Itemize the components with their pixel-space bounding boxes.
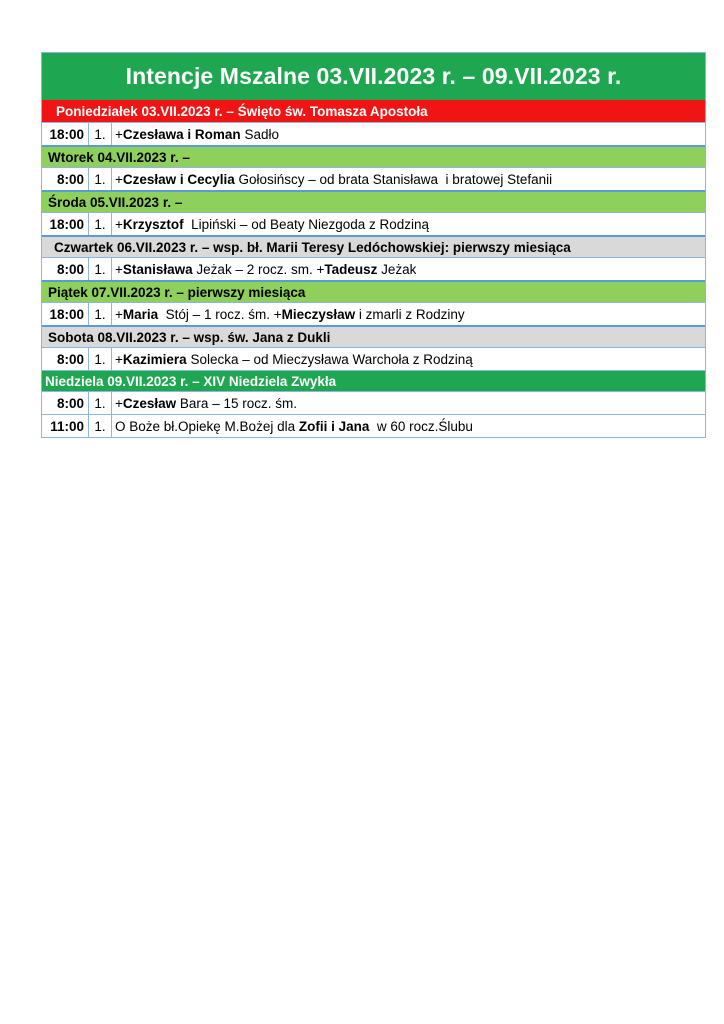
intention-part: i zmarli z Rodziny xyxy=(355,306,465,322)
intention-name: Kazimiera xyxy=(122,351,187,367)
day-header-tuesday: Wtorek 04.VII.2023 r. – xyxy=(42,145,705,167)
mass-time: 18:00 xyxy=(42,213,89,235)
intention-number: 1. xyxy=(89,123,112,145)
mass-time: 8:00 xyxy=(42,348,89,370)
intention-name: Zofii i Jana xyxy=(298,418,370,434)
intention-name: Mieczysław xyxy=(281,306,356,322)
intention-number: 1. xyxy=(89,168,112,190)
table-row xyxy=(42,257,705,280)
intention-number: 1. xyxy=(89,392,112,414)
intention-name: Krzysztof xyxy=(122,216,184,232)
day-header-wednesday: Środa 05.VII.2023 r. – xyxy=(42,190,705,212)
intention-text xyxy=(112,258,416,280)
day-header-sunday: Niedziela 09.VII.2023 r. – XIV Niedziela Zwykła xyxy=(42,370,705,391)
intention-number: 1. xyxy=(89,415,112,437)
mass-time: 8:00 xyxy=(42,392,89,414)
table-row xyxy=(42,212,705,235)
table-row xyxy=(42,391,705,414)
day-header-saturday: Sobota 08.VII.2023 r. – wsp. św. Jana z Dukli xyxy=(42,325,705,347)
intention-part: + xyxy=(115,126,123,142)
intention-number: 1. xyxy=(89,258,112,280)
intention-part: Bara – 15 rocz. śm. xyxy=(176,395,297,411)
intention-part: + xyxy=(115,171,123,187)
mass-time: 8:00 xyxy=(42,258,89,280)
intention-part: w 60 rocz.Ślubu xyxy=(369,418,473,434)
intention-part: Stój – 1 rocz. śm. + xyxy=(158,306,282,322)
intention-text xyxy=(112,123,279,145)
intention-name: Czesława i Roman xyxy=(122,126,241,142)
mass-intentions-table xyxy=(41,52,706,438)
table-row xyxy=(42,414,705,437)
intention-name: Czesław i Cecylia xyxy=(122,171,235,187)
mass-time: 18:00 xyxy=(42,123,89,145)
intention-name: Tadeusz xyxy=(324,261,378,277)
day-header-friday: Piątek 07.VII.2023 r. – pierwszy miesiąca xyxy=(42,280,705,302)
intention-part: Lipiński – od Beaty Niezgoda z Rodziną xyxy=(183,216,430,232)
table-row xyxy=(42,122,705,145)
intention-text xyxy=(112,213,429,235)
table-row xyxy=(42,167,705,190)
intention-part: Sadło xyxy=(240,126,279,142)
intention-part: + xyxy=(115,306,123,322)
intention-number: 1. xyxy=(89,213,112,235)
intention-part: O Boże bł.Opiekę M.Bożej dla xyxy=(115,418,299,434)
intention-part: + xyxy=(115,261,123,277)
intention-part: Jeżak – 2 rocz. sm. + xyxy=(192,261,325,277)
intention-part: Solecka – od Mieczysława Warchoła z Rodziną xyxy=(186,351,473,367)
intention-name: Stanisława xyxy=(122,261,193,277)
intention-part: Jeżak xyxy=(377,261,417,277)
intention-text xyxy=(112,392,297,414)
table-row xyxy=(42,347,705,370)
intention-name: Maria xyxy=(122,306,159,322)
intention-text xyxy=(112,348,473,370)
intention-part: + xyxy=(115,216,123,232)
table-row xyxy=(42,302,705,325)
mass-time: 18:00 xyxy=(42,303,89,325)
intention-name: Czesław xyxy=(122,395,177,411)
mass-time: 11:00 xyxy=(42,415,89,437)
intention-text xyxy=(112,303,465,325)
intention-number: 1. xyxy=(89,348,112,370)
day-header-thursday: Czwartek 06.VII.2023 r. – wsp. bł. Marii Teresy Ledóchowskiej: pierwszy miesiąca xyxy=(42,235,705,257)
intention-part: + xyxy=(115,351,123,367)
mass-time: 8:00 xyxy=(42,168,89,190)
intention-text xyxy=(112,168,552,190)
intention-text xyxy=(112,415,473,437)
page-title: Intencje Mszalne 03.VII.2023 r. – 09.VII.2023 r. xyxy=(42,53,705,100)
day-header-monday: Poniedziałek 03.VII.2023 r. – Święto św. Tomasza Apostoła xyxy=(42,100,705,122)
intention-part: Gołosińscy – od brata Stanisława i bratowej Stefanii xyxy=(234,171,553,187)
intention-part: + xyxy=(115,395,123,411)
intention-number: 1. xyxy=(89,303,112,325)
